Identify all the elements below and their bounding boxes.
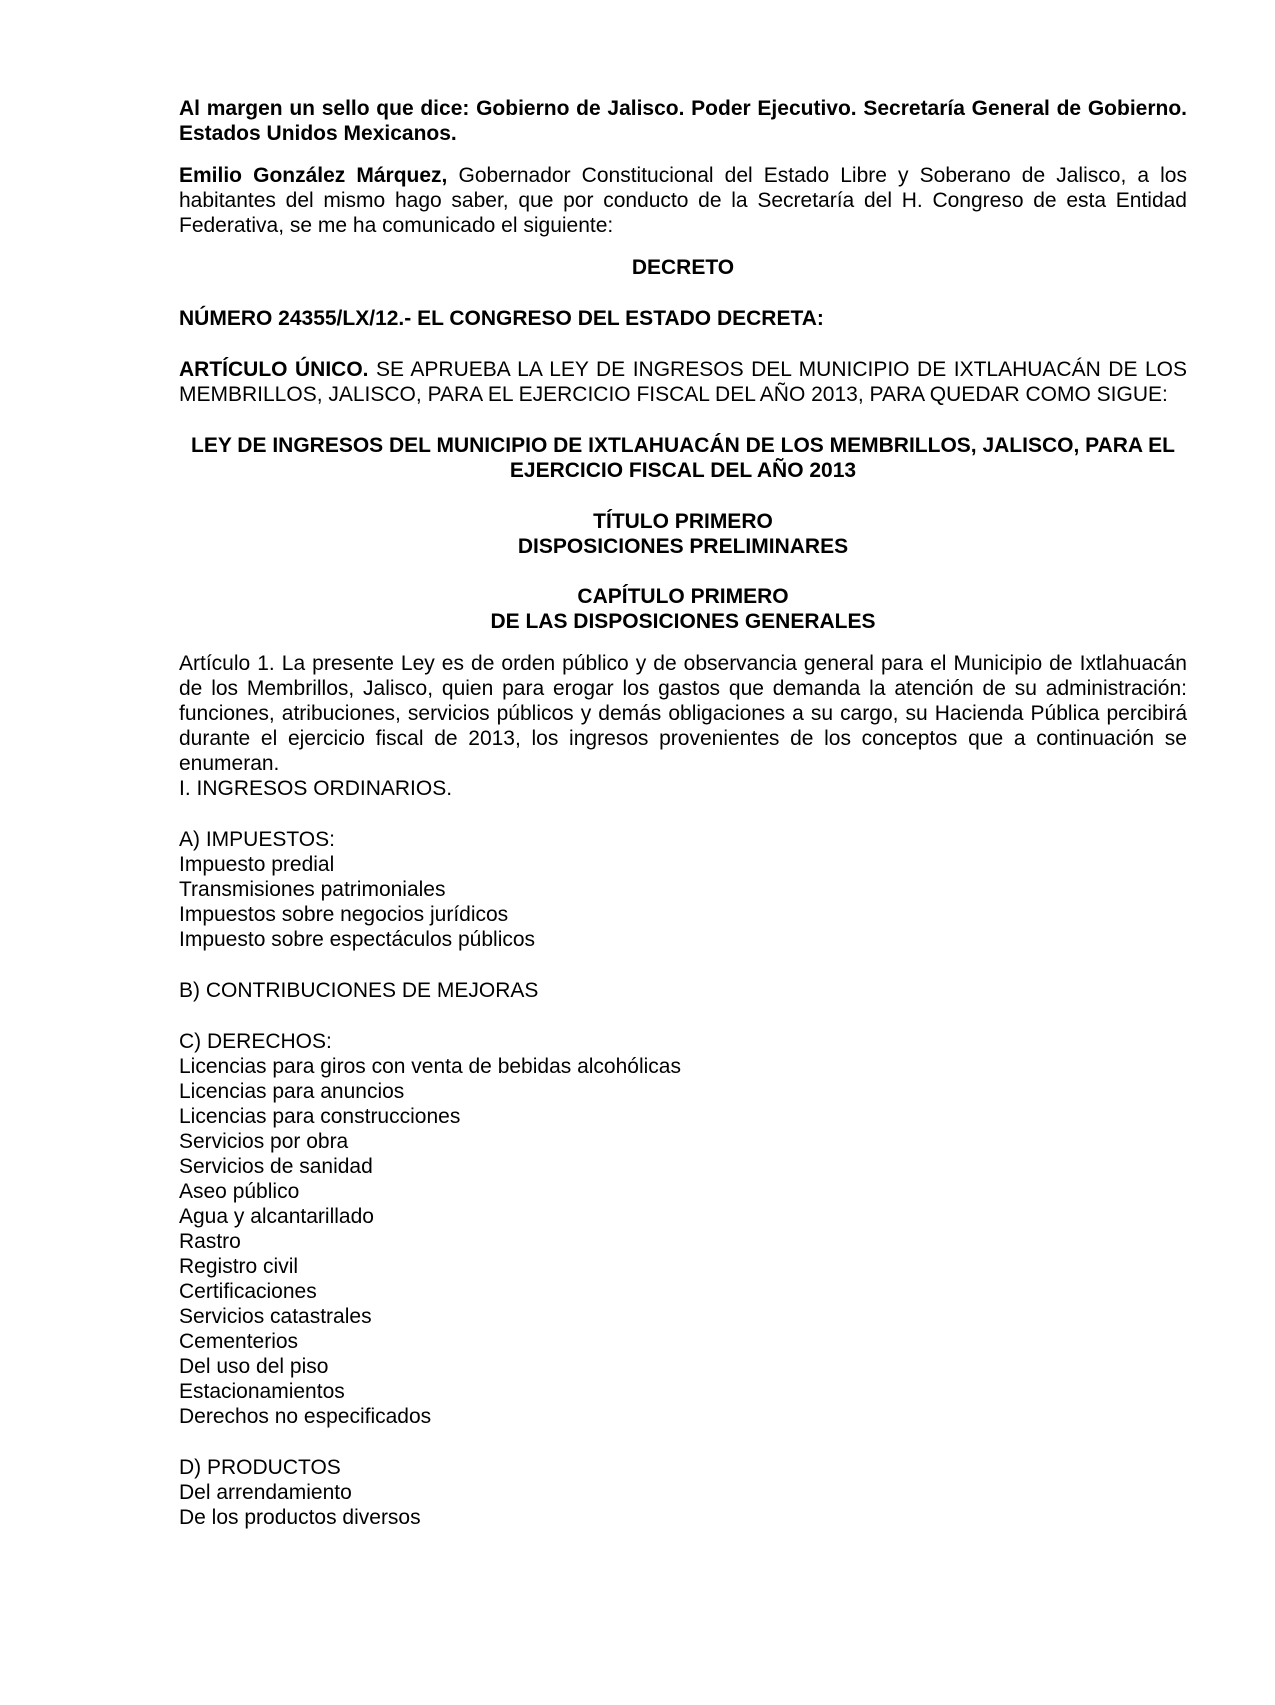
- list-item: De los productos diversos: [179, 1506, 421, 1529]
- productos-heading: D) PRODUCTOS: [179, 1456, 341, 1479]
- list-item: Servicios por obra: [179, 1130, 349, 1153]
- governor-intro: [179, 163, 1187, 238]
- decree-number: NÚMERO 24355/LX/12.- EL CONGRESO DEL ESTADO DECRETA:: [179, 307, 824, 330]
- derechos-list: [179, 1054, 1187, 1429]
- productos-list: [179, 1480, 1187, 1530]
- titulo-line-1: TÍTULO PRIMERO: [593, 510, 773, 533]
- articulo-unico-label: ARTÍCULO ÚNICO.: [179, 358, 369, 381]
- list-item: Estacionamientos: [179, 1380, 345, 1403]
- list-item: Licencias para construcciones: [179, 1105, 461, 1128]
- governor-intro-text: Gobernador Constitucional del Estado Libre y Soberano de Jalisco, a los habitantes del mismo hago saber, que por conducto de la Secretaría del H. Congreso de esta Entidad Federativa, se me ha comunicado el siguiente:: [179, 164, 1187, 237]
- list-item: Rastro: [179, 1230, 241, 1253]
- contribuciones-heading: B) CONTRIBUCIONES DE MEJORAS: [179, 979, 539, 1002]
- titulo-heading: [179, 509, 1187, 559]
- list-item: Agua y alcantarillado: [179, 1205, 374, 1228]
- ingresos-ordinarios-heading: I. INGRESOS ORDINARIOS.: [179, 777, 453, 800]
- list-item: Certificaciones: [179, 1280, 317, 1303]
- law-title-line-1: LEY DE INGRESOS DEL MUNICIPIO DE IXTLAHUACÁN DE LOS MEMBRILLOS, JALISCO, PARA EL: [191, 434, 1175, 457]
- list-item: Cementerios: [179, 1330, 299, 1353]
- articulo-unico: [179, 357, 1187, 407]
- list-item: Registro civil: [179, 1255, 299, 1278]
- list-item: Aseo público: [179, 1180, 300, 1203]
- list-item: Servicios de sanidad: [179, 1155, 373, 1178]
- document-page: [179, 96, 1187, 1530]
- articulo-1: Artículo 1. La presente Ley es de orden público y de observancia general para el Municipio de Ixtlahuacán de los Membrillos, Jalisco, quien para erogar los gastos que demanda la atención de su administración: funciones, atribuciones, servicios públicos y demás obligaciones a su cargo, su Hacienda Pública percibirá durante el ejercicio fiscal de 2013, los ingresos provenientes de los conceptos que a continuación se enumeran.: [179, 652, 1187, 775]
- capitulo-line-2: DE LAS DISPOSICIONES GENERALES: [490, 610, 876, 633]
- derechos-heading: C) DERECHOS:: [179, 1030, 332, 1053]
- law-title-line-2: EJERCICIO FISCAL DEL AÑO 2013: [509, 459, 857, 482]
- governor-name: Emilio González Márquez,: [179, 164, 448, 187]
- capitulo-line-1: CAPÍTULO PRIMERO: [577, 585, 789, 608]
- capitulo-heading: [179, 584, 1187, 634]
- articulo-unico-text: SE APRUEBA LA LEY DE INGRESOS DEL MUNICIPIO DE IXTLAHUACÁN DE LOS MEMBRILLOS, JALISCO, PARA EL EJERCICIO FISCAL DEL AÑO 2013, PARA QUEDAR COMO SIGUE:: [179, 358, 1187, 406]
- seal-notice: Al margen un sello que dice: Gobierno de Jalisco. Poder Ejecutivo. Secretaría General de Gobierno. Estados Unidos Mexicanos.: [179, 97, 1187, 145]
- list-item: Transmisiones patrimoniales: [179, 878, 446, 901]
- impuestos-heading: A) IMPUESTOS:: [179, 828, 335, 851]
- decreto-heading: DECRETO: [631, 256, 735, 279]
- list-item: Impuesto sobre espectáculos públicos: [179, 928, 536, 951]
- list-item: Impuestos sobre negocios jurídicos: [179, 903, 509, 926]
- law-title: [179, 433, 1187, 483]
- titulo-line-2: DISPOSICIONES PRELIMINARES: [517, 535, 849, 558]
- list-item: Licencias para anuncios: [179, 1080, 405, 1103]
- list-item: Derechos no especificados: [179, 1405, 432, 1428]
- list-item: Del arrendamiento: [179, 1481, 352, 1504]
- list-item: Licencias para giros con venta de bebidas alcohólicas: [179, 1055, 681, 1078]
- impuestos-list: [179, 852, 1187, 952]
- list-item: Del uso del piso: [179, 1355, 329, 1378]
- list-item: Impuesto predial: [179, 853, 335, 876]
- list-item: Servicios catastrales: [179, 1305, 372, 1328]
